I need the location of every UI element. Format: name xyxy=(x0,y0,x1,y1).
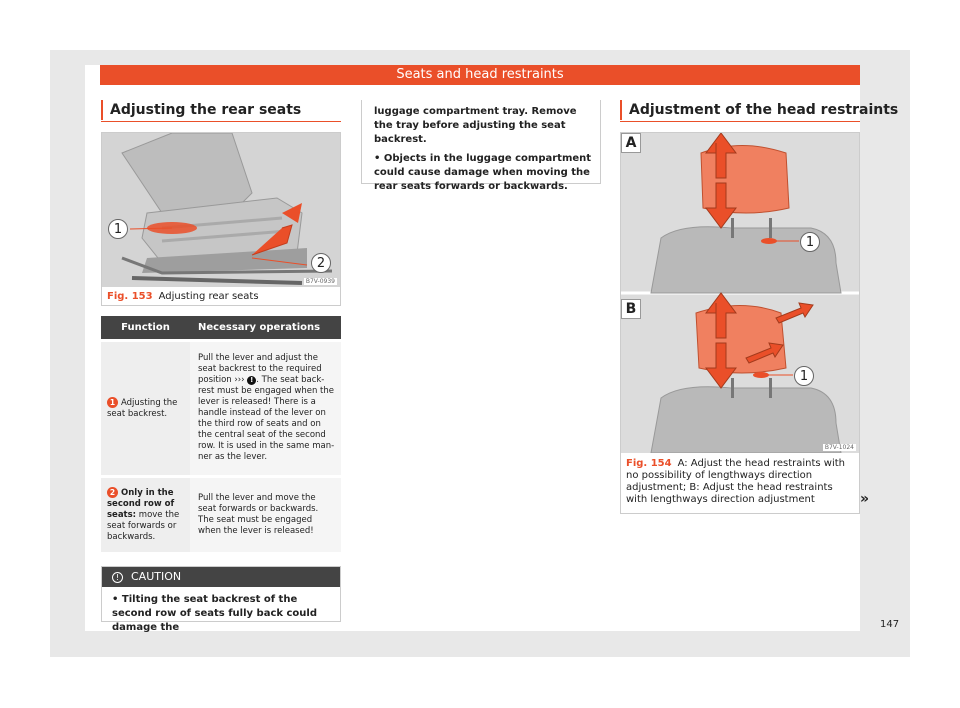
callout-1: 1 xyxy=(108,219,128,239)
table-header-operations: Necessary operations xyxy=(190,316,341,340)
figure-code: B7V-0939 xyxy=(305,278,335,285)
caution-box xyxy=(101,566,341,633)
table-header-function: Function xyxy=(101,316,190,340)
function-text: Adjusting the seat backrest. xyxy=(107,397,178,419)
figure-caption-text: Adjusting rear seats xyxy=(158,291,259,302)
warning-ref-icon: ! xyxy=(247,376,256,385)
figure-caption xyxy=(107,291,259,303)
figure-154 xyxy=(620,132,860,514)
callout-2: 2 xyxy=(311,253,331,273)
operation-text: Pull the lever and adjust the seat backrest to the required position ››› xyxy=(198,353,322,385)
table-cell-operation xyxy=(190,340,341,476)
section-underline xyxy=(620,121,860,122)
figure-caption xyxy=(626,458,854,506)
table-cell-operation: Pull the lever and move the seat forwards or backwards. The seat must be engaged when the lever is released! xyxy=(190,476,341,552)
caution-label: CAUTION xyxy=(131,570,182,583)
figure-number: Fig. 153 xyxy=(107,291,153,302)
caution-continued xyxy=(361,100,601,192)
caution-heading xyxy=(102,567,340,587)
callout-1: 1 xyxy=(794,366,814,386)
table-row xyxy=(101,476,341,552)
caution-continued-text: luggage compartment tray. Remove the tray before adjusting the seat backrest. xyxy=(374,106,577,145)
panel-label-b: B xyxy=(621,299,641,319)
page-number: 147 xyxy=(880,619,900,630)
section-underline xyxy=(101,121,341,122)
figure-153 xyxy=(101,132,341,306)
section-title-head-restraints: Adjustment of the head restraints xyxy=(620,100,898,120)
figure-code: B7V-1024 xyxy=(824,444,854,451)
callout-1: 1 xyxy=(800,232,820,252)
row-number-badge: 2 xyxy=(107,487,118,498)
chapter-header: Seats and head restraints xyxy=(100,65,860,85)
bullet: • xyxy=(374,153,381,164)
section-title-rear-seats: Adjusting the rear seats xyxy=(101,100,301,120)
function-text: move the seat forwards or backwards. xyxy=(107,509,180,542)
continue-marker: » xyxy=(860,491,870,507)
panel-label-a: A xyxy=(621,133,641,153)
caution-bullet-2 xyxy=(374,152,592,194)
operation-text-cont: . The seat back-rest must be engaged when the lever is released! There is a handle instead of the lever on the third row of seats and on the central seat of the second row. It is used in the same man-ner as the lever. xyxy=(198,375,335,462)
operations-table xyxy=(101,316,341,552)
function-bold: Only in the second row of seats: xyxy=(107,487,175,520)
caution-bullet-1: Tilting the seat backrest of the second row of seats fully back could damage the xyxy=(112,594,318,633)
figure-caption-text: A: Adjust the head restraints with no possibility of lengthways direction adjustment; B: Adjust the head restraints with lengthways direction adjustment xyxy=(626,458,846,505)
head-restraint-illustration xyxy=(621,133,859,453)
figure-number: Fig. 154 xyxy=(626,458,672,469)
caution-icon: ! xyxy=(112,572,123,583)
table-cell-function xyxy=(101,340,190,476)
table-row xyxy=(101,340,341,476)
rear-seat-illustration xyxy=(102,133,340,287)
row-number-badge: 1 xyxy=(107,397,118,408)
bullet: • xyxy=(112,594,119,605)
caution-bullet-2-text: Objects in the luggage compartment could cause damage when moving the rear seats forwards or backwards. xyxy=(374,153,592,192)
table-cell-function xyxy=(101,476,190,552)
caution-text xyxy=(102,587,340,635)
